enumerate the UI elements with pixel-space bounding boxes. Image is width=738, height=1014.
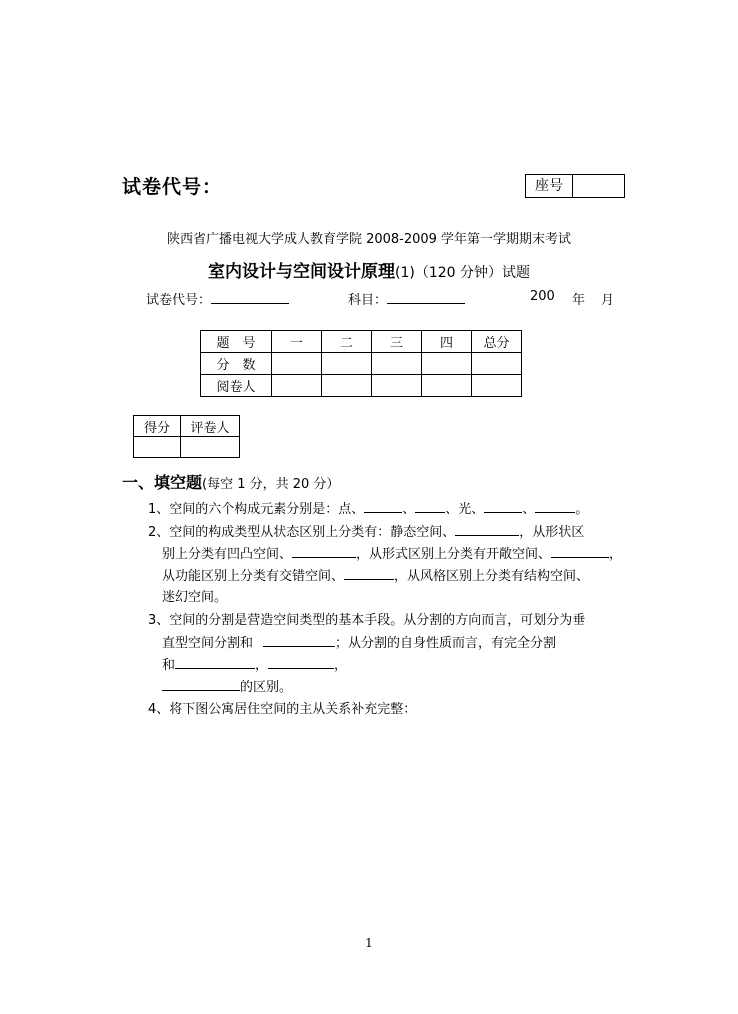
q1-text-e: 。: [575, 502, 589, 517]
section-one-heading: 一、填空题: [122, 473, 203, 492]
q2-text-f: 从功能区别上分类有交错空间、: [162, 569, 345, 584]
score-cell: [322, 375, 372, 397]
score-cell: [272, 375, 322, 397]
meta-year-unit: 年: [572, 293, 586, 308]
score-table-row-reviewer: [201, 375, 522, 397]
q3-text-a: 直型空间分割和: [162, 636, 254, 651]
seat-value: [573, 175, 624, 197]
score-cell: [272, 353, 322, 375]
score-header-3: 三: [372, 331, 422, 353]
meta-paper-code-label: 试卷代号：: [146, 293, 212, 308]
q2-blank-2: [292, 543, 356, 558]
score-cell: [472, 375, 522, 397]
paper-code-title: 试卷代号：: [122, 176, 223, 198]
paper-code-blank: [211, 289, 289, 304]
q2-text-g: ，从风格区别上分类有结构空间、: [394, 569, 590, 584]
institution-line: 陕西省广播电视大学成人教育学院 2008-2009 学年第一学期期末考试: [166, 232, 572, 247]
score-cell: [422, 375, 472, 397]
grader-cell: [134, 437, 181, 458]
meta-paper-code: [146, 289, 289, 308]
q2-text-c: 别上分类有凹凸空间、: [162, 547, 293, 562]
q3-blank-2: [175, 654, 255, 669]
section-one-note: (每空 1 分，共 20 分）: [202, 477, 340, 492]
q1-text-a: 1、空间的六个构成元素分别是：点、: [148, 502, 365, 517]
seat-label: 座号: [526, 175, 573, 197]
score-cell: [422, 353, 472, 375]
score-header-question: 题 号: [201, 331, 272, 353]
q3-text-e: ，: [334, 658, 348, 673]
score-cell: [372, 353, 422, 375]
score-row-label-score: 分 数: [201, 353, 272, 375]
q3-text-d: ，: [255, 658, 269, 673]
question-1: [148, 498, 588, 522]
score-cell: [472, 353, 522, 375]
seat-number-box: [525, 174, 625, 198]
q3-text-f: 的区别。: [240, 680, 293, 695]
q2-blank-1: [455, 521, 519, 536]
q1-text-c: 、光、: [445, 502, 485, 517]
question-2-line-2: [162, 543, 622, 567]
q3-text-b: ；从分割的自身性质而言，有完全分割: [335, 636, 557, 651]
meta-subject-label: 科目：: [348, 293, 388, 308]
q3-text-c: 和: [162, 658, 176, 673]
grader-cell: [181, 437, 240, 458]
q1-text-d: 、: [522, 502, 536, 517]
score-table-header-row: [201, 331, 522, 353]
score-header-total: 总分: [472, 331, 522, 353]
score-cell: [372, 375, 422, 397]
meta-month-unit: 月: [601, 293, 615, 308]
score-row-label-reviewer: 阅卷人: [201, 375, 272, 397]
q1-blank-3: [484, 498, 522, 513]
question-3-line-4: [162, 676, 292, 700]
grader-header-score: 得分: [134, 416, 181, 437]
score-header-2: 二: [322, 331, 372, 353]
q2-text-a: 2、空间的构成类型从状态区别上分类有：静态空间、: [148, 525, 456, 540]
q1-blank-2: [415, 498, 445, 513]
exam-title: [0, 257, 738, 282]
q2-blank-3: [551, 543, 609, 558]
question-2-line-1: [148, 521, 584, 545]
grader-header-grader: 评卷人: [181, 416, 240, 437]
q1-blank-1: [364, 498, 402, 513]
meta-subject: [348, 289, 465, 308]
meta-year: 200: [530, 289, 555, 304]
q1-blank-4: [535, 498, 575, 513]
q3-blank-1: [263, 632, 335, 647]
question-3-line-2: [162, 632, 556, 656]
score-table-row-score: [201, 353, 522, 375]
q2-blank-4: [344, 565, 394, 580]
question-3-line-1: 3、空间的分割是营造空间类型的基本手段。从分割的方向而言，可划分为垂: [148, 613, 586, 628]
exam-title-sub: (1)（120 分钟）试题: [394, 265, 530, 281]
q3-blank-4: [162, 676, 240, 691]
section-one-title: [122, 470, 339, 493]
question-3-line-3: [162, 654, 347, 678]
q1-text-b: 、: [402, 502, 416, 517]
score-header-1: 一: [272, 331, 322, 353]
question-2-line-4: 迷幻空间。: [162, 590, 228, 605]
score-header-4: 四: [422, 331, 472, 353]
grader-table: [133, 415, 240, 458]
q2-text-d: ，从形式区别上分类有开敞空间、: [356, 547, 552, 562]
question-4: 4、将下图公寓居住空间的主从关系补充完整：: [148, 702, 417, 717]
subject-blank: [387, 289, 465, 304]
q2-text-b: ，从形状区: [519, 525, 585, 540]
score-cell: [322, 353, 372, 375]
score-table: [200, 330, 522, 397]
q3-blank-3: [268, 654, 334, 669]
exam-title-main: 室内设计与空间设计原理: [207, 262, 395, 282]
question-2-line-3: [162, 565, 589, 589]
q2-text-e: ，: [609, 547, 623, 562]
page-number: 1: [365, 936, 373, 950]
